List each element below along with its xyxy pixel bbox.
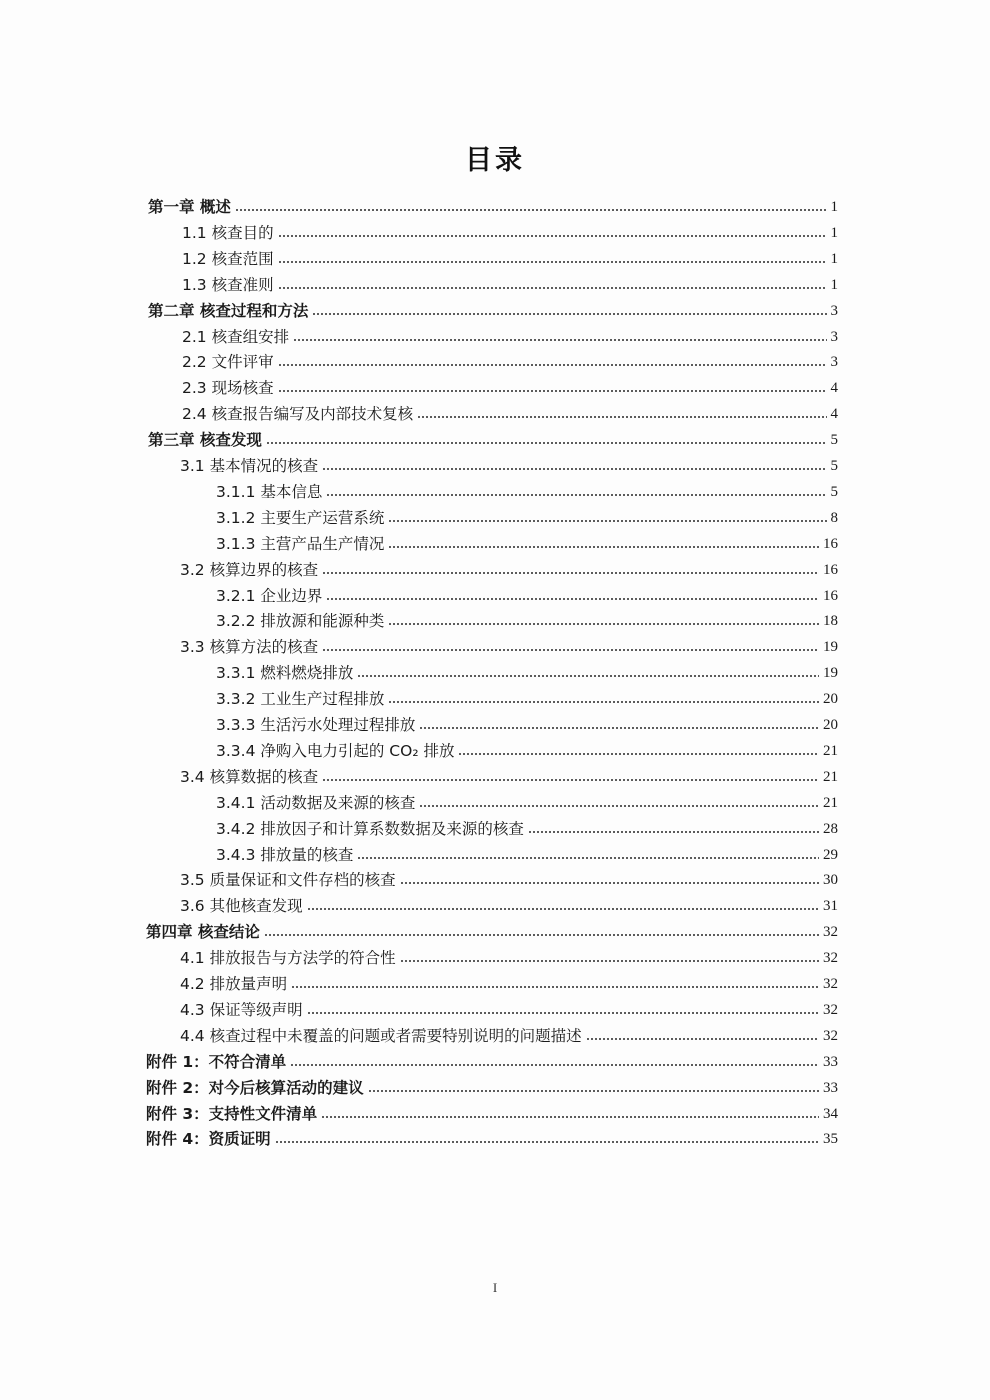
dot-leader <box>586 1037 819 1041</box>
dot-leader <box>322 467 826 471</box>
dot-leader <box>388 700 819 704</box>
dot-leader <box>278 260 827 264</box>
toc-entry-page-number: 1 <box>830 224 838 241</box>
toc-entry[interactable] <box>216 530 838 554</box>
dot-leader <box>312 312 826 316</box>
toc-entry-label: 3.2.1 企业边界 <box>216 586 323 605</box>
dot-leader <box>278 389 827 393</box>
dot-leader <box>388 545 819 549</box>
toc-entry[interactable] <box>180 1022 838 1046</box>
page-title: 目录 <box>465 145 525 176</box>
toc-entry-label: 3.1.1 基本信息 <box>216 482 323 501</box>
toc-entry-page-number: 1 <box>830 276 838 293</box>
toc-entry-label: 第四章 核查结论 <box>146 923 260 942</box>
toc-entry-page-number: 18 <box>823 613 838 630</box>
toc-entry[interactable] <box>216 659 838 683</box>
dot-leader <box>528 830 819 834</box>
toc-entry-page-number: 3 <box>830 302 838 319</box>
toc-entry-label: 第二章 核查过程和方法 <box>148 301 309 320</box>
toc-entry[interactable] <box>180 866 838 890</box>
toc-entry-label: 4.4 核查过程中未覆盖的问题或者需要特别说明的问题描述 <box>180 1026 582 1045</box>
toc-entry-label: 3.2.2 排放源和能源种类 <box>216 612 385 631</box>
toc-entry-label: 3.3 核算方法的核查 <box>180 638 319 657</box>
toc-entry-page-number: 30 <box>823 872 838 889</box>
dot-leader <box>266 441 827 445</box>
toc-entry[interactable] <box>182 245 838 269</box>
dot-leader <box>307 1011 819 1015</box>
toc-entry[interactable] <box>216 711 838 735</box>
toc-entry-label: 1.2 核查范围 <box>182 249 274 268</box>
page-number-footer: I <box>492 1280 498 1295</box>
toc-entry[interactable] <box>180 633 838 657</box>
toc-entry-label: 3.3.2 工业生产过程排放 <box>216 690 385 709</box>
toc-entry-label: 3.1.3 主营产品生产情况 <box>216 534 385 553</box>
toc-entry-page-number: 1 <box>830 250 838 267</box>
dot-leader <box>388 622 819 626</box>
toc-entry[interactable] <box>216 789 838 813</box>
toc-entry[interactable] <box>216 478 838 502</box>
toc-entry-label: 3.5 质量保证和文件存档的核查 <box>180 871 396 890</box>
toc-entry-label: 3.3.4 净购入电力引起的 CO₂ 排放 <box>216 741 455 760</box>
toc-entry[interactable] <box>216 815 838 839</box>
toc-entry-label: 3.4 核算数据的核查 <box>180 767 319 786</box>
toc-entry-label: 3.3.3 生活污水处理过程排放 <box>216 716 416 734</box>
toc-entry[interactable] <box>146 1100 838 1124</box>
dot-leader <box>357 856 819 860</box>
toc-entry-label: 附件 4：资质证明 <box>146 1130 271 1149</box>
toc-entry-label: 1.3 核查准则 <box>182 275 274 294</box>
toc-entry-page-number: 32 <box>823 950 838 967</box>
toc-entry[interactable] <box>216 582 838 606</box>
dot-leader <box>419 726 819 730</box>
toc-entry-page-number: 32 <box>823 924 838 941</box>
toc-entry-label: 2.2 文件评审 <box>182 353 274 372</box>
toc-entry[interactable] <box>146 918 838 942</box>
dot-leader <box>307 907 819 911</box>
toc-entry[interactable] <box>180 944 838 968</box>
toc-entry[interactable] <box>216 737 838 761</box>
dot-leader <box>357 674 819 678</box>
dot-leader <box>419 804 819 808</box>
toc-entry-page-number: 32 <box>823 976 838 992</box>
toc-entry-page-number: 5 <box>830 432 838 449</box>
toc-entry-label: 3.4.3 排放量的核查 <box>216 845 354 864</box>
toc-entry-page-number: 20 <box>823 717 838 733</box>
toc-entry-page-number: 4 <box>830 406 838 423</box>
dot-leader <box>458 752 819 756</box>
toc-entry-page-number: 16 <box>823 561 838 578</box>
dot-leader <box>278 286 827 290</box>
toc-entry-page-number: 4 <box>830 380 838 397</box>
toc-entry-page-number: 16 <box>823 587 838 604</box>
toc-entry-page-number: 33 <box>823 1079 838 1096</box>
dot-leader <box>291 985 819 989</box>
dot-leader <box>293 338 826 342</box>
toc-entry-label: 2.1 核查组安排 <box>182 327 290 346</box>
toc-entry-page-number: 33 <box>823 1053 838 1070</box>
toc-entry[interactable] <box>182 348 838 372</box>
dot-leader <box>322 648 819 652</box>
toc-entry[interactable] <box>216 607 838 631</box>
toc-entry-label: 3.6 其他核查发现 <box>180 897 303 916</box>
toc-entry[interactable] <box>216 504 838 528</box>
toc-entry-label: 附件 3：支持性文件清单 <box>146 1104 318 1123</box>
toc-entry-label: 附件 1：不符合清单 <box>146 1052 287 1071</box>
toc-entry-page-number: 19 <box>823 639 838 656</box>
toc-entry-page-number: 3 <box>830 354 838 371</box>
dot-leader <box>368 1089 819 1093</box>
dot-leader <box>417 415 826 419</box>
toc-entry[interactable] <box>182 219 838 243</box>
toc-entry-page-number: 31 <box>823 898 838 915</box>
toc-entry[interactable] <box>180 763 838 787</box>
dot-leader <box>322 571 819 575</box>
toc-entry[interactable] <box>180 970 838 994</box>
dot-leader <box>326 493 826 497</box>
dot-leader <box>322 778 819 782</box>
toc-entry-label: 2.4 核查报告编写及内部技术复核 <box>182 405 414 424</box>
toc-entry[interactable] <box>180 892 838 916</box>
toc-entry-page-number: 34 <box>823 1105 838 1122</box>
toc-entry-label: 第三章 核查发现 <box>148 431 262 450</box>
toc-entry[interactable] <box>216 841 838 865</box>
toc-entry[interactable] <box>180 996 838 1020</box>
toc-entry[interactable] <box>182 323 838 347</box>
toc-entry-page-number: 16 <box>823 535 838 552</box>
toc-entry-label: 4.2 排放量声明 <box>180 975 288 993</box>
toc-entry-label: 3.2 核算边界的核查 <box>180 560 319 579</box>
toc-entry-label: 1.1 核查目的 <box>182 223 274 242</box>
toc-entry-page-number: 8 <box>830 509 838 526</box>
toc-entry[interactable] <box>148 426 838 450</box>
toc-entry-label: 2.3 现场核查 <box>182 379 274 398</box>
dot-leader <box>264 933 819 937</box>
dot-leader <box>326 597 819 601</box>
toc-entry-page-number: 32 <box>823 1027 838 1044</box>
toc-entry[interactable] <box>182 374 838 398</box>
toc-entry-page-number: 21 <box>823 768 838 785</box>
toc-entry-label: 3.4.1 活动数据及来源的核查 <box>216 793 416 812</box>
toc-entry-page-number: 28 <box>823 820 838 837</box>
toc-entry-page-number: 32 <box>823 1001 838 1018</box>
toc-entry-label: 附件 2：对今后核算活动的建议 <box>146 1078 364 1097</box>
toc-entry-page-number: 21 <box>823 794 838 811</box>
toc-entry-label: 3.3.1 燃料燃烧排放 <box>216 664 354 683</box>
toc-entry-page-number: 35 <box>823 1131 838 1148</box>
toc-entry[interactable] <box>180 556 838 580</box>
dot-leader <box>278 363 827 367</box>
dot-leader <box>321 1115 819 1119</box>
toc-entry-label: 第一章 概述 <box>148 198 231 216</box>
dot-leader <box>388 519 826 523</box>
toc-entry[interactable] <box>182 400 838 424</box>
toc-entry-page-number: 5 <box>830 483 838 500</box>
toc-entry[interactable] <box>180 452 838 476</box>
toc-entry[interactable] <box>148 193 838 217</box>
dot-leader <box>235 208 827 212</box>
toc-entry-page-number: 21 <box>823 742 838 759</box>
toc-entry-page-number: 19 <box>823 665 838 682</box>
toc-entry[interactable] <box>146 1048 838 1072</box>
toc-entry-page-number: 5 <box>830 458 838 474</box>
toc-entry-page-number: 20 <box>823 691 838 708</box>
dot-leader <box>275 1140 819 1144</box>
toc-entry-page-number: 3 <box>830 328 838 345</box>
toc-entry[interactable] <box>182 271 838 295</box>
toc-entry[interactable] <box>146 1074 838 1098</box>
toc-entry-page-number: 1 <box>830 199 838 215</box>
toc-entry-label: 3.1 基本情况的核查 <box>180 457 319 475</box>
dot-leader <box>400 881 819 885</box>
toc-entry-label: 4.3 保证等级声明 <box>180 1000 303 1019</box>
dot-leader <box>400 959 819 963</box>
toc-entry[interactable] <box>146 1125 838 1149</box>
toc-entry[interactable] <box>216 685 838 709</box>
toc-entry-page-number: 29 <box>823 846 838 863</box>
toc-entry-label: 3.1.2 主要生产运营系统 <box>216 508 385 527</box>
dot-leader <box>278 234 827 238</box>
dot-leader <box>290 1063 819 1067</box>
toc-entry-label: 4.1 排放报告与方法学的符合性 <box>180 949 396 968</box>
toc-entry-label: 3.4.2 排放因子和计算系数数据及来源的核查 <box>216 819 524 838</box>
toc-entry[interactable] <box>148 297 838 321</box>
